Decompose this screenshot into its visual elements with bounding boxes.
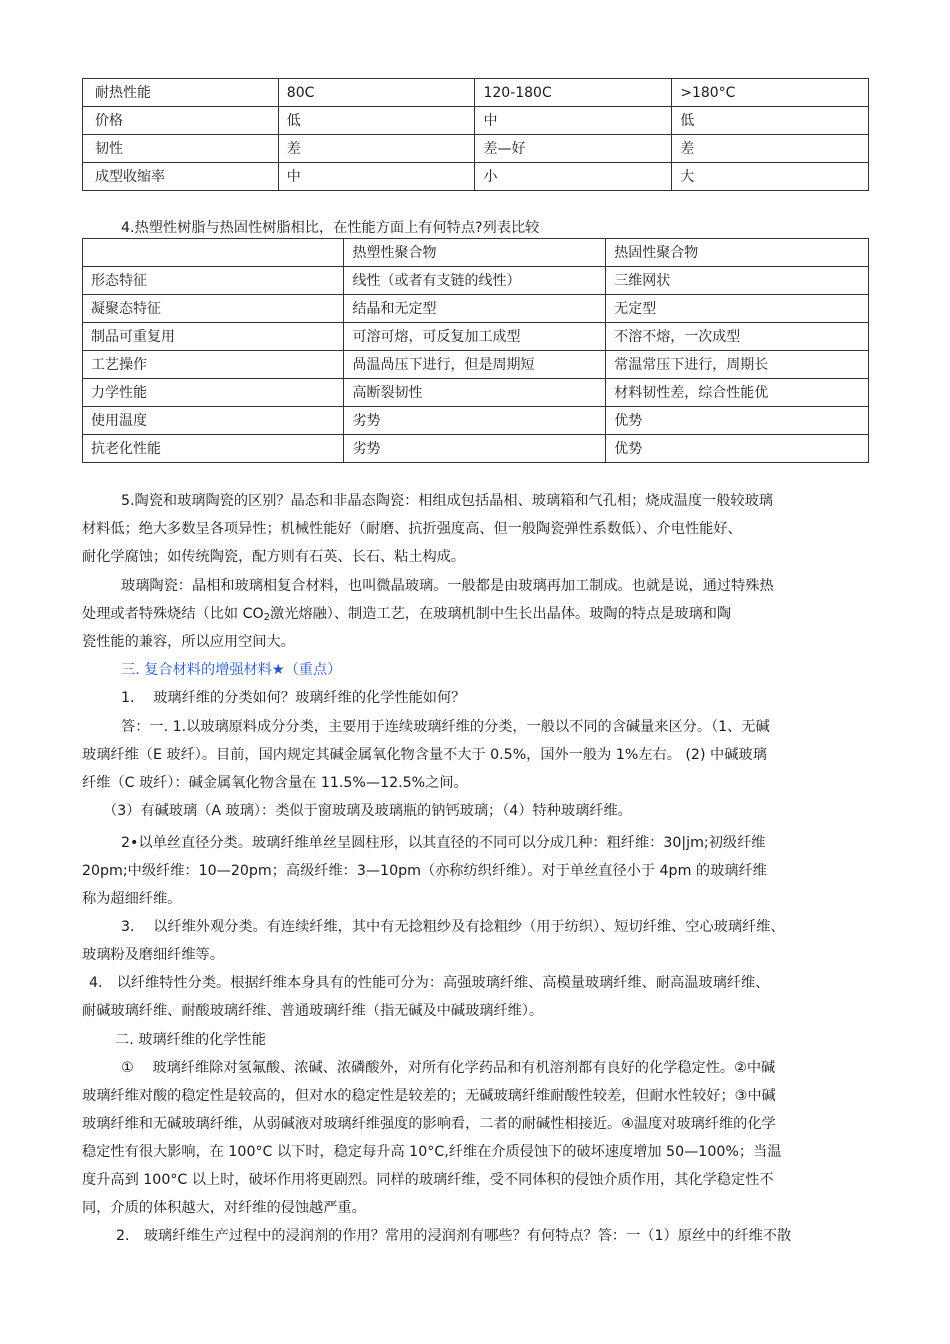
table-cell: 制品可重复用	[83, 323, 344, 351]
properties-table	[82, 78, 869, 191]
table-cell: 成型收缩率	[83, 163, 279, 191]
table-cell: 韧性	[83, 135, 279, 163]
answer-line: 20pm;中级纤维：10—20pm；高级纤维：3—10pm（亦称纺织纤维）。对于单丝直径小于 4pm 的玻璃纤维	[82, 863, 767, 879]
table-cell: 抗老化性能	[83, 435, 344, 463]
question-2: 2. 玻璃纤维生产过程中的浸润剂的作用？常用的浸润剂有哪些？有何特点？答：一（1）原丝中的纤维不散	[116, 1228, 792, 1244]
chem-line: 同，介质的体积越大，对纤维的侵蚀越严重。	[82, 1200, 366, 1216]
table-cell: 劣势	[344, 435, 606, 463]
table-row	[83, 379, 869, 407]
glass-ceramic-text: 处理或者特殊烧结（比如 CO	[82, 606, 264, 622]
table-row	[83, 267, 869, 295]
answer-line: 纤维（C 玻纤）：碱金属氧化物含量在 11.5%—12.5%之间。	[82, 775, 468, 791]
comparison-table	[82, 238, 869, 463]
answer-line: 玻璃粉及磨细纤维等。	[82, 947, 224, 963]
table-cell: 120-180C	[475, 79, 672, 107]
chem-line: ① 玻璃纤维除对氢氟酸、浓碱、浓磷酸外，对所有化学药品和有机溶剂都有良好的化学稳定性。②中碱	[121, 1060, 776, 1076]
answer-line: 答：一. 1.以玻璃原料成分分类，主要用于连续玻璃纤维的分类，一般以不同的含碱量来区分。（1、无碱	[121, 719, 770, 735]
chem-line: 玻璃纤维对酸的稳定性是较高的，但对水的稳定性是较差的；无碱玻璃纤维耐酸性较差，但耐水性较好；③中碱	[82, 1088, 776, 1104]
chem-line: 玻璃纤维和无碱玻璃纤维，从弱碱液对玻璃纤维强度的影响看，二者的耐碱性相接近。④温度对玻璃纤维的化学	[82, 1116, 776, 1132]
answer-line: 2•以单丝直径分类。玻璃纤维单丝呈圆柱形，以其直径的不同可以分成几种：粗纤维：30|jm;初级纤维	[121, 835, 766, 851]
table-cell: 中	[475, 107, 672, 135]
table-row	[83, 295, 869, 323]
subsection-heading: 二. 玻璃纤维的化学性能	[115, 1032, 266, 1048]
table-row	[83, 163, 869, 191]
table-cell: 常温常压下进行，周期长	[606, 351, 869, 379]
table-row	[83, 323, 869, 351]
table-header-cell: 热固性聚合物	[606, 239, 869, 267]
chem-line: 稳定性有很大影响，在 100°C 以下时，稳定每升高 10°C,纤维在介质侵蚀下的破坏速度增加 50—100%；当温	[82, 1144, 782, 1160]
answer-line: 4. 以纤维特性分类。根据纤维本身具有的性能可分为：高强玻璃纤维、高模量玻璃纤维、耐高温玻璃纤维、	[89, 975, 770, 991]
glass-ceramic-line: 玻璃陶瓷：晶相和玻璃相复合材料，也叫微晶玻璃。一般都是由玻璃再加工制成。也就是说，通过特殊热	[121, 578, 774, 594]
answer-line: 3. 以纤维外观分类。有连续纤维，其中有无捻粗纱及有捻粗纱（用于纺织）、短切纤维、空心玻璃纤维、	[121, 919, 785, 935]
subscript: 2	[263, 612, 271, 623]
table-cell: 劣势	[344, 407, 606, 435]
table-cell: 差—好	[475, 135, 672, 163]
q5-line: 耐化学腐蚀；如传统陶瓷，配方则有石英、长石、粘土构成。	[82, 549, 466, 565]
answer-line: 称为超细纤维。	[82, 891, 182, 907]
table-cell: 力学性能	[83, 379, 344, 407]
table-cell: 凝聚态特征	[83, 295, 344, 323]
answer-line: 耐碱玻璃纤维、耐酸玻璃纤维、普通玻璃纤维（指无碱及中碱玻璃纤维）。	[82, 1003, 544, 1019]
table-cell: >180°C	[672, 79, 869, 107]
table-cell: 使用温度	[83, 407, 344, 435]
table-cell: 小	[475, 163, 672, 191]
table-cell: 耐热性能	[83, 79, 279, 107]
table-cell: 工艺操作	[83, 351, 344, 379]
table-cell: 中	[278, 163, 475, 191]
table-cell: 优势	[606, 407, 869, 435]
table-cell: 可溶可熔，可反复加工成型	[344, 323, 606, 351]
question-1: 1. 玻璃纤维的分类如何？玻璃纤维的化学性能如何？	[121, 690, 466, 706]
table-cell: 线性（或者有支链的线性）	[344, 267, 606, 295]
section-heading: 三. 复合材料的增强材料★（重点）	[121, 662, 342, 678]
table-cell: 大	[672, 163, 869, 191]
table-cell: 不溶不熔，一次成型	[606, 323, 869, 351]
table-header-cell: 热塑性聚合物	[344, 239, 606, 267]
table-row	[83, 351, 869, 379]
q5-line: 材料低；绝大多数呈各项异性；机械性能好（耐磨、抗折强度高、但一般陶瓷弹性系数低）、介电性能好、	[82, 521, 742, 537]
table-cell: 三维网状	[606, 267, 869, 295]
table-cell: 优势	[606, 435, 869, 463]
glass-ceramic-line: 瓷性能的兼容，所以应用空间大。	[82, 634, 295, 650]
question-4-title: 4.热塑性树脂与热固性树脂相比，在性能方面上有何特点?列表比较	[121, 220, 540, 236]
table-cell: 价格	[83, 107, 279, 135]
table-header-cell	[83, 239, 344, 267]
table-cell: 形态特征	[83, 267, 344, 295]
table-cell: 低	[278, 107, 475, 135]
table-cell: 高断裂韧性	[344, 379, 606, 407]
chem-line: 度升高到 100°C 以上时，破坏作用将更剧烈。同样的玻璃纤维，受不同体积的侵蚀介质作用，其化学稳定性不	[82, 1172, 774, 1188]
table-cell: 结晶和无定型	[344, 295, 606, 323]
table-cell: 差	[672, 135, 869, 163]
table-row	[83, 435, 869, 463]
table-cell: 低	[672, 107, 869, 135]
table-header-row	[83, 239, 869, 267]
glass-ceramic-text: 激光熔融）、制造工艺，在玻璃机制中生长出晶体。玻陶的特点是玻璃和陶	[270, 606, 732, 622]
table-cell: 差	[278, 135, 475, 163]
table-row	[83, 407, 869, 435]
table-row	[83, 79, 869, 107]
answer-line: （3）有碱玻璃（A 玻璃）：类似于窗玻璃及玻璃瓶的钠钙玻璃；（4）特种玻璃纤维。	[103, 803, 632, 819]
answer-line: 玻璃纤维（E 玻纤）。目前，国内规定其碱金属氧化物含量不大于 0.5%，国外一般为 1%左右。 (2) 中碱玻璃	[82, 747, 767, 763]
table-cell: 无定型	[606, 295, 869, 323]
table-row	[83, 135, 869, 163]
table-cell: 80C	[278, 79, 475, 107]
q5-line: 5.陶瓷和玻璃陶瓷的区别？晶态和非晶态陶瓷：相组成包括晶相、玻璃箱和气孔相；烧成温度一般较玻璃	[121, 493, 773, 509]
table-cell: 咼温咼压下进行，但是周期短	[344, 351, 606, 379]
table-row	[83, 107, 869, 135]
table-cell: 材料韧性差，综合性能优	[606, 379, 869, 407]
